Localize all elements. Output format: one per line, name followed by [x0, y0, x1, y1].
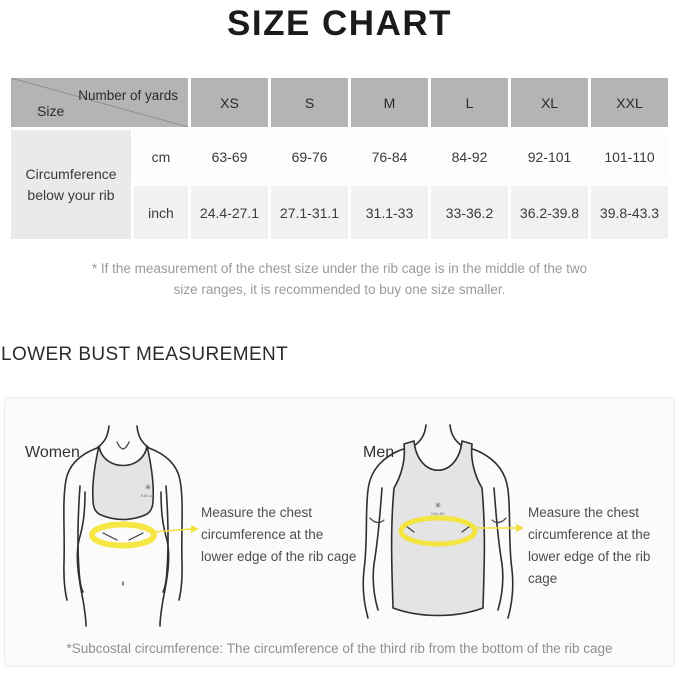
- inch-value-xxl: 39.8-43.3: [591, 186, 668, 239]
- women-measure-caption: [201, 502, 381, 568]
- cm-value-xl: 92-101: [511, 130, 588, 183]
- women-figure-label: Women: [25, 444, 80, 461]
- size-table-note: [0, 258, 679, 300]
- brand-logo-icon: ✳: [144, 483, 152, 492]
- caption-line: lower edge of the rib cage: [201, 549, 357, 564]
- table-header-row: [11, 78, 668, 127]
- size-header-l: L: [431, 78, 508, 127]
- women-rib-marks: [103, 533, 143, 540]
- caption-line: circumference at the: [201, 527, 324, 542]
- table-corner-cell: [11, 78, 188, 127]
- inch-value-s: 27.1-31.1: [271, 186, 348, 239]
- size-header-s: S: [271, 78, 348, 127]
- women-pointer-arrow-icon: [191, 525, 199, 533]
- unit-label-cm: cm: [134, 130, 188, 183]
- women-sports-bra: [93, 446, 155, 520]
- caption-line: Measure the chest: [528, 505, 640, 520]
- subcostal-footnote: *Subcostal circumference: The circumference of the third rib from the bottom of the rib cage: [66, 641, 613, 656]
- size-chart-table: [8, 75, 671, 242]
- table-row-cm: [11, 130, 668, 183]
- size-table-note-text: * If the measurement of the chest size under the rib cage is in the middle of the two size ranges, it is recommended to buy one size smaller.: [91, 261, 588, 297]
- page-title: SIZE CHART: [227, 4, 452, 43]
- inch-value-xl: 36.2-39.8: [511, 186, 588, 239]
- row-label-circumference: Circumference below your rib: [11, 130, 131, 239]
- brand-logo-icon: ✳: [434, 501, 442, 510]
- brand-logo-text: KAILAS: [431, 512, 445, 516]
- men-torso-illustration: [356, 422, 531, 632]
- inch-value-m: 31.1-33: [351, 186, 428, 239]
- caption-line: circumference at the: [528, 527, 651, 542]
- inch-value-l: 33-36.2: [431, 186, 508, 239]
- women-pointer-line: [154, 529, 191, 532]
- cm-value-l: 84-92: [431, 130, 508, 183]
- cm-value-m: 76-84: [351, 130, 428, 183]
- caption-line: Measure the chest: [201, 505, 313, 520]
- lower-bust-measurement-heading: LOWER BUST MEASUREMENT: [1, 344, 289, 365]
- brand-logo-text: KAILAS: [141, 494, 155, 498]
- men-tank-top: [392, 441, 485, 616]
- measurement-figure-box: [4, 397, 675, 667]
- size-header-xl: XL: [511, 78, 588, 127]
- corner-label-size: Size: [37, 103, 65, 119]
- size-header-xxl: XXL: [591, 78, 668, 127]
- cm-value-xs: 63-69: [191, 130, 268, 183]
- cm-value-s: 69-76: [271, 130, 348, 183]
- men-measure-caption: [528, 502, 678, 590]
- men-figure-label: Men: [363, 444, 395, 461]
- men-pointer-arrow-icon: [516, 524, 524, 532]
- unit-label-inch: inch: [134, 186, 188, 239]
- corner-label-number-of-yards: Number of yards: [78, 88, 178, 103]
- cm-value-xxl: 101-110: [591, 130, 668, 183]
- women-measure-ellipse: [92, 525, 154, 546]
- size-header-m: M: [351, 78, 428, 127]
- caption-line: lower edge of the rib cage: [528, 549, 651, 586]
- women-torso-illustration: [51, 422, 201, 632]
- inch-value-xs: 24.4-27.1: [191, 186, 268, 239]
- size-header-xs: XS: [191, 78, 268, 127]
